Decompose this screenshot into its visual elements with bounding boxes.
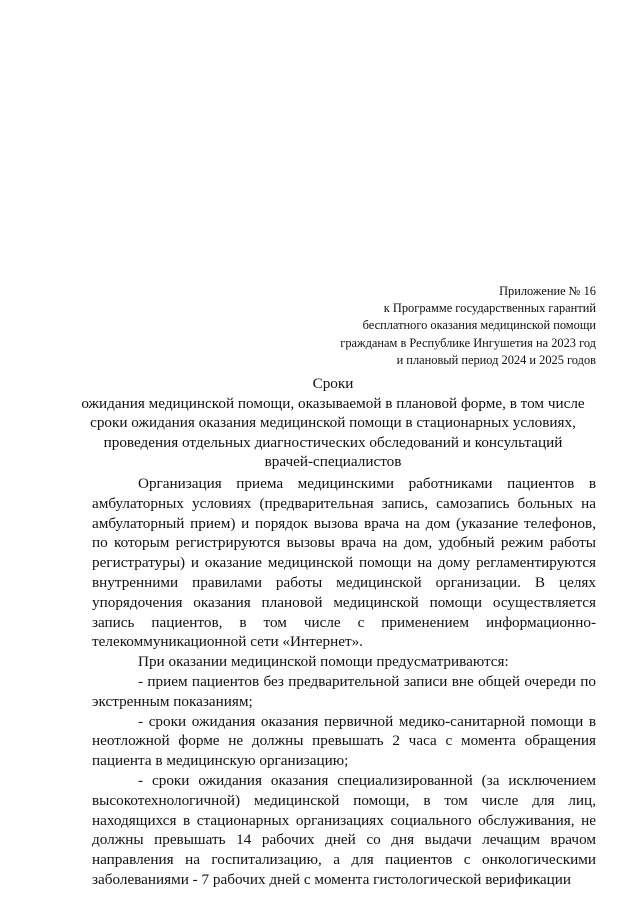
subtitle-line: сроки ожидания оказания медицинской помощи в стационарных условиях,	[90, 414, 576, 432]
appendix-line: бесплатного оказания медицинской помощи	[362, 318, 596, 333]
appendix-line: к Программе государственных гарантий	[383, 301, 596, 316]
subtitle-line: врачей-специалистов	[264, 453, 402, 471]
appendix-line: Приложение № 16	[499, 284, 596, 298]
appendix-line: гражданам в Республике Ингушетия на 2023 год	[340, 335, 596, 350]
appendix-header	[296, 283, 596, 369]
document-title: Сроки	[312, 375, 354, 392]
document-subtitle	[80, 394, 586, 472]
body-paragraph: При оказании медицинской помощи предусматриваются:	[138, 653, 509, 671]
appendix-line: и плановый период 2024 и 2025 годов	[396, 352, 596, 367]
body-paragraph: - сроки ожидания оказания первичной медико-санитарной помощи в неотложной форме не должны превышать 2 часа с момента обращения пациента в медицинскую организацию;	[92, 712, 596, 770]
subtitle-line: ожидания медицинской помощи, оказываемой в плановой форме, в том числе	[81, 395, 585, 412]
body-paragraph: - сроки ожидания оказания специализированной (за исключением высокотехнологичной) медицинской помощи, в том числе для лиц, находящихся в стационарных организациях социального обслуживания, не должны превышать 14 рабочих дней со дня выдачи лечащим врачом направления на госпитализацию, а для пациентов с онкологическими заболеваниями - 7 рабочих дней с момента гистологической верификации	[92, 771, 596, 888]
document-body	[92, 474, 596, 890]
body-paragraph: - прием пациентов без предварительной записи вне общей очереди по экстренным показаниям;	[92, 672, 596, 710]
subtitle-line: проведения отдельных диагностических обследований и консультаций	[103, 433, 563, 451]
body-paragraph: Организация приема медицинскими работниками пациентов в амбулаторных условиях (предварительная запись, самозапись больных на амбулаторный прием) и порядок вызова врача на дом (указание телефонов, по которым регистрируются вызовы врача на дом, удобный режим работы регистратуры) и оказание медицинской помощи на дому регламентируются внутренними правилами работы медицинской организации. В целях упорядочения оказания плановой медицинской помощи осуществляется запись пациентов, в том числе с применением информационно-телекоммуникационной сети «Интернет».	[92, 475, 596, 651]
